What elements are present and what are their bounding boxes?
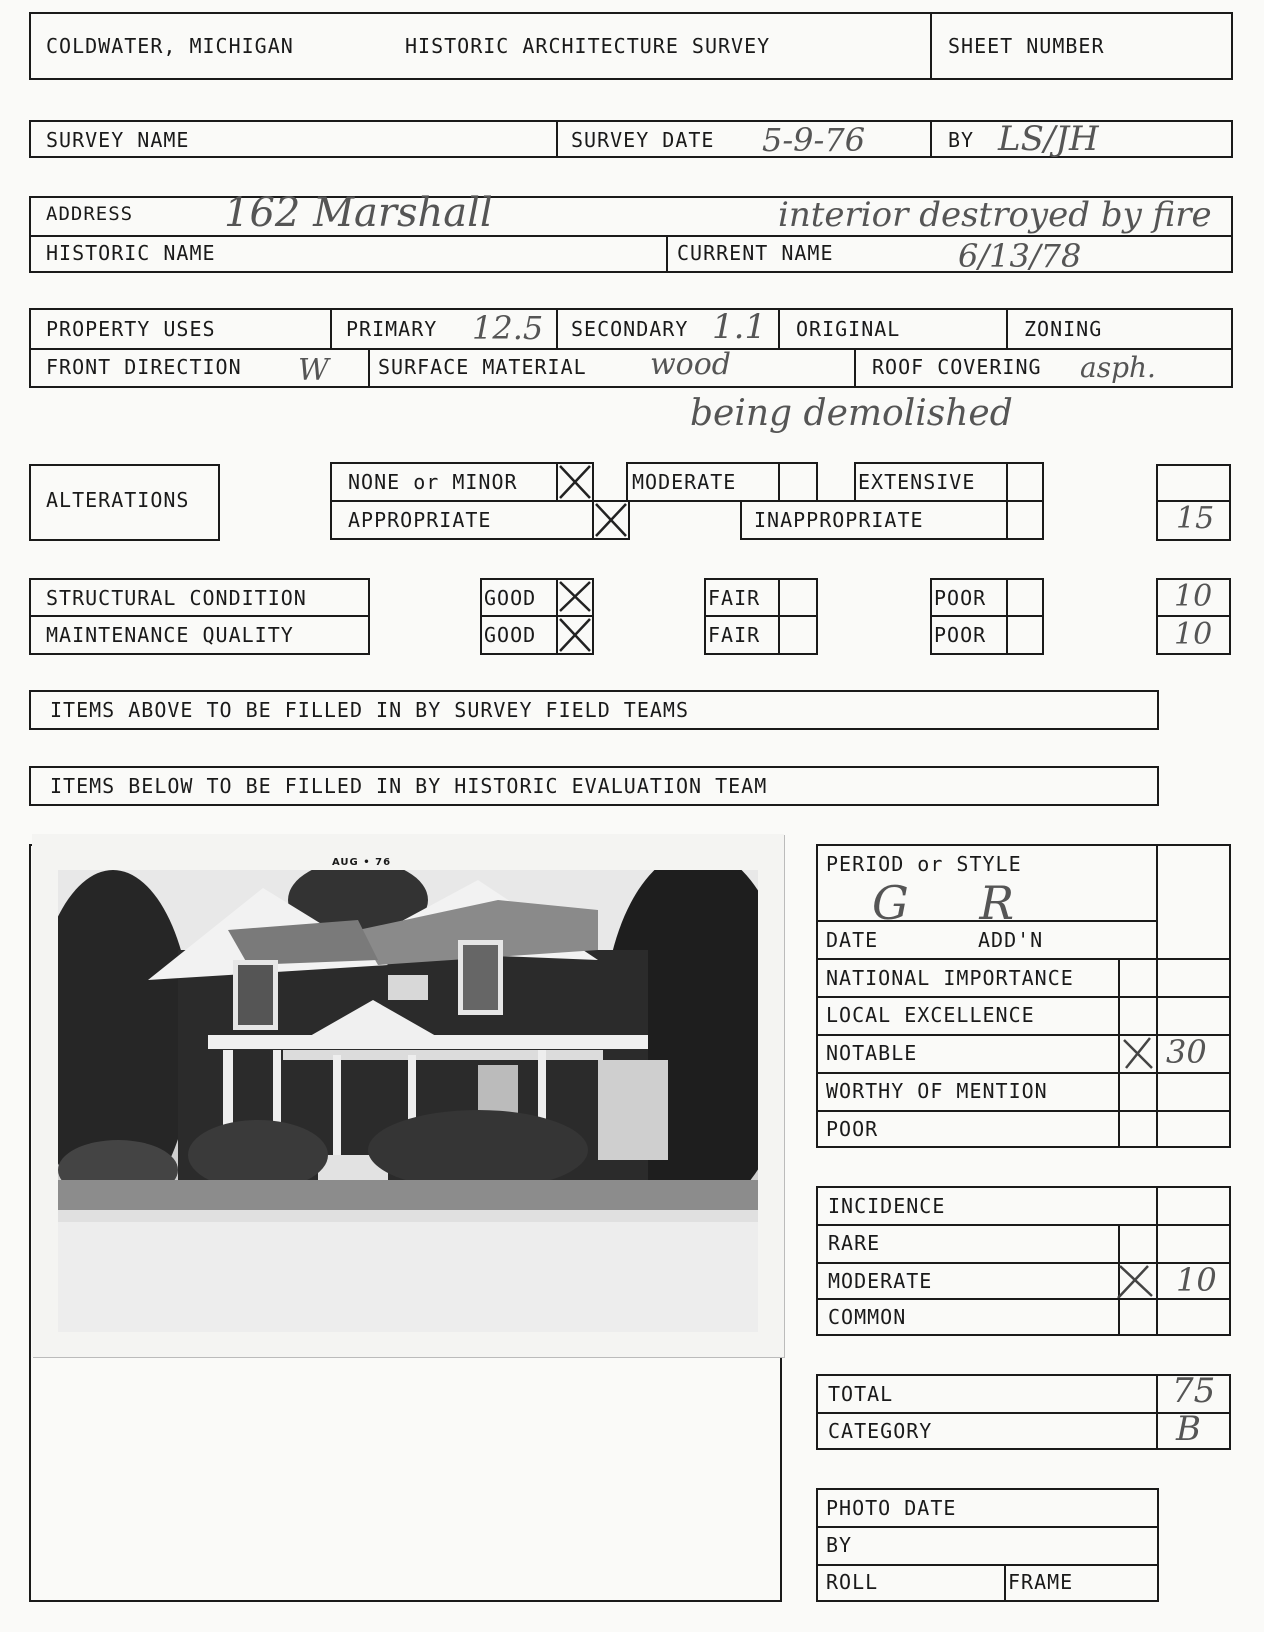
none-minor-check	[556, 462, 594, 502]
maintenance-score: 10	[1174, 617, 1213, 652]
survey-div-2	[930, 120, 932, 158]
current-name-label: CURRENT NAME	[677, 241, 834, 265]
survey-date-value: 5-9-76	[762, 121, 866, 159]
historic-name-label: HISTORIC NAME	[46, 241, 216, 265]
original-label: ORIGINAL	[796, 317, 901, 341]
eval-row-5	[816, 1110, 1231, 1112]
totals-divider	[816, 1412, 1231, 1414]
city-label: COLDWATER, MICHIGAN	[46, 34, 294, 58]
zoning-label: ZONING	[1024, 317, 1103, 341]
evaluation-team-note: ITEMS BELOW TO BE FILLED IN BY HISTORIC EVALUATION TEAM	[50, 774, 768, 798]
inc-row-3	[816, 1298, 1231, 1300]
survey-date-label: SURVEY DATE	[571, 128, 715, 152]
extensive-check-line	[1006, 462, 1008, 502]
photo-by-label: BY	[826, 1533, 853, 1557]
survey-name-label: SURVEY NAME	[46, 128, 190, 152]
alterations-label: ALTERATIONS	[46, 488, 190, 512]
good-label-2: GOOD	[484, 623, 537, 647]
moderate-check-line	[778, 462, 780, 502]
name-divider	[666, 235, 668, 273]
uses-div-6	[854, 348, 856, 388]
uses-div-2	[556, 308, 558, 348]
alterations-score: 15	[1176, 501, 1215, 536]
frame-label: FRAME	[1008, 1570, 1074, 1594]
eval-row-2	[816, 996, 1231, 998]
maintenance-good-check	[556, 615, 594, 655]
period-style-label: PERIOD or STYLE	[826, 852, 1022, 876]
appropriate-label: APPROPRIATE	[348, 508, 492, 532]
surface-material-label: SURFACE MATERIAL	[378, 355, 587, 379]
roof-covering-value: asph.	[1080, 351, 1156, 384]
address-label: ADDRESS	[46, 203, 134, 225]
fire-note: interior destroyed by fire	[778, 195, 1212, 235]
worthy-of-mention-label: WORTHY OF MENTION	[826, 1079, 1048, 1103]
survey-by-value: LS/JH	[998, 119, 1099, 159]
extensive-label: EXTENSIVE	[858, 470, 976, 494]
uses-div-4	[1006, 308, 1008, 348]
incidence-moderate-check	[1114, 1262, 1156, 1300]
fair-label-2: FAIR	[708, 623, 761, 647]
inappropriate-label: INAPPROPRIATE	[754, 508, 924, 532]
photo-stamp: AUG • 76	[332, 857, 392, 868]
structural-score: 10	[1174, 579, 1213, 614]
eval-row-4	[816, 1072, 1231, 1074]
maintenance-quality-label: MAINTENANCE QUALITY	[46, 623, 294, 647]
form-title: HISTORIC ARCHITECTURE SURVEY	[405, 34, 771, 58]
fair-label-1: FAIR	[708, 586, 761, 610]
uses-div-1	[330, 308, 332, 348]
front-direction-value: W	[298, 353, 329, 388]
survey-by-label: BY	[948, 128, 975, 152]
surface-material-value: wood	[650, 347, 732, 382]
notable-check	[1120, 1034, 1156, 1072]
inc-row-1	[816, 1224, 1231, 1226]
inappropriate-check-line	[1006, 500, 1008, 540]
inc-row-2	[816, 1262, 1231, 1264]
house-photo-image	[58, 870, 758, 1332]
uses-div-5	[368, 348, 370, 388]
period-style-value: G R	[872, 876, 1043, 930]
poor-divider	[930, 615, 1044, 617]
roll-label: ROLL	[826, 1570, 879, 1594]
total-label: TOTAL	[828, 1382, 894, 1406]
fire-note-date: 6/13/78	[958, 237, 1082, 275]
none-minor-label: NONE or MINOR	[348, 470, 518, 494]
date-label: DATE	[826, 928, 879, 952]
category-label: CATEGORY	[828, 1419, 933, 1443]
photo-info-row-1	[816, 1526, 1159, 1528]
incidence-label: INCIDENCE	[828, 1194, 946, 1218]
roof-covering-label: ROOF COVERING	[872, 355, 1042, 379]
secondary-label: SECONDARY	[571, 317, 689, 341]
uses-divider	[29, 348, 1233, 350]
poor-label-2: POOR	[934, 623, 987, 647]
roll-frame-divider	[1004, 1564, 1006, 1602]
eval-score-line-2	[1156, 958, 1158, 1148]
poor-label-1: POOR	[934, 586, 987, 610]
eval-poor-label: POOR	[826, 1117, 879, 1141]
primary-value: 12.5	[472, 309, 544, 347]
header-divider	[930, 12, 932, 80]
good-label-1: GOOD	[484, 586, 537, 610]
addn-label: ADD'N	[978, 928, 1044, 952]
photo-info-row-2	[816, 1564, 1159, 1566]
cond-label-divider	[29, 615, 370, 617]
field-teams-note: ITEMS ABOVE TO BE FILLED IN BY SURVEY FIELD TEAMS	[50, 698, 690, 722]
eval-row-date-top	[816, 920, 1156, 922]
fair-divider	[704, 615, 818, 617]
totals-score-line	[1156, 1374, 1158, 1450]
front-direction-label: FRONT DIRECTION	[46, 355, 242, 379]
photo-date-label: PHOTO DATE	[826, 1496, 957, 1520]
fair-check-line	[778, 578, 780, 655]
incidence-score: 10	[1176, 1261, 1217, 1299]
notable-label: NOTABLE	[826, 1041, 918, 1065]
poor-check-line	[1006, 578, 1008, 655]
eval-row-1	[816, 958, 1231, 960]
address-value: 162 Marshall	[224, 190, 493, 236]
total-value: 75	[1172, 1371, 1216, 1411]
national-importance-label: NATIONAL IMPORTANCE	[826, 966, 1074, 990]
house-photograph	[32, 834, 784, 1357]
category-value: B	[1176, 1409, 1201, 1449]
structural-condition-label: STRUCTURAL CONDITION	[46, 586, 307, 610]
inc-score-line	[1156, 1186, 1158, 1336]
primary-label: PRIMARY	[346, 317, 438, 341]
structural-good-check	[556, 578, 594, 615]
rare-label: RARE	[828, 1231, 881, 1255]
sheet-number-label: SHEET NUMBER	[948, 34, 1105, 58]
secondary-value: 1.1	[712, 307, 767, 347]
survey-div-1	[556, 120, 558, 158]
moderate-label: MODERATE	[632, 470, 737, 494]
incidence-moderate-label: MODERATE	[828, 1269, 933, 1293]
eval-score-line	[1156, 844, 1158, 958]
local-excellence-label: LOCAL EXCELLENCE	[826, 1003, 1035, 1027]
appropriate-check	[592, 500, 630, 540]
notable-score: 30	[1166, 1033, 1207, 1071]
demolished-note: being demolished	[690, 393, 1013, 434]
property-uses-label: PROPERTY USES	[46, 317, 216, 341]
uses-div-3	[778, 308, 780, 348]
common-label: COMMON	[828, 1305, 907, 1329]
